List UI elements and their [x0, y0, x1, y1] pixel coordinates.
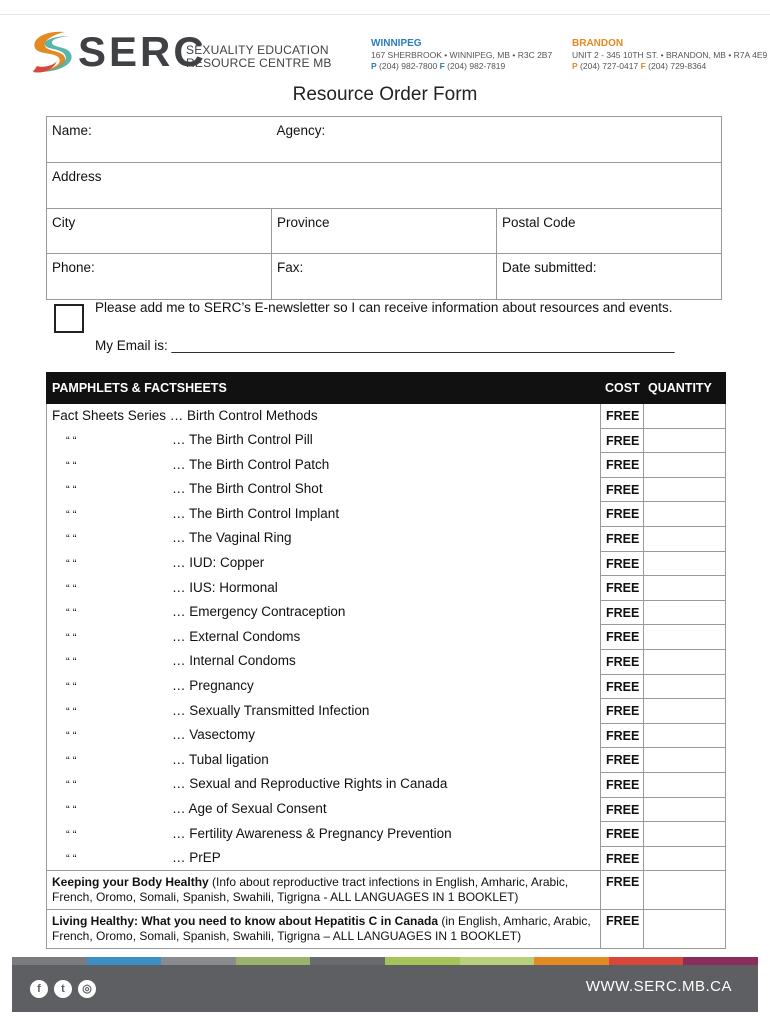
- quantity-input[interactable]: [644, 822, 726, 847]
- address-field[interactable]: Address: [47, 163, 722, 209]
- winnipeg-phone: (204) 982-7800: [379, 61, 438, 71]
- cost-value: FREE: [601, 822, 644, 847]
- table-row: [47, 526, 726, 551]
- table-row: [47, 871, 726, 910]
- resource-table: [46, 372, 726, 949]
- item-title: … The Birth Control Shot: [172, 481, 323, 497]
- item-label: [47, 428, 601, 453]
- item-title: … IUD: Copper: [172, 555, 265, 571]
- item-title: … The Birth Control Pill: [172, 432, 313, 448]
- item-label: [47, 649, 601, 674]
- item-title: … PrEP: [172, 850, 221, 866]
- brandon-phone-label: P: [572, 61, 578, 71]
- winnipeg-contact: [371, 61, 552, 72]
- province-field[interactable]: Province: [272, 209, 497, 254]
- quantity-input[interactable]: [644, 797, 726, 822]
- item-label: Fact Sheets Series … Birth Control Methods: [47, 404, 601, 429]
- table-row: [47, 576, 726, 601]
- item-label: [47, 846, 601, 871]
- ditto-mark: “ “: [66, 804, 77, 816]
- quantity-input[interactable]: [644, 551, 726, 576]
- quantity-input[interactable]: [644, 699, 726, 724]
- winnipeg-office: [371, 38, 552, 72]
- item-label: [47, 502, 601, 527]
- ditto-mark: “ “: [66, 656, 77, 669]
- item-label: [47, 477, 601, 502]
- cost-value: FREE: [601, 748, 644, 773]
- top-divider: [0, 14, 770, 15]
- ditto-mark: “ “: [66, 607, 77, 620]
- quantity-input[interactable]: [644, 871, 726, 910]
- item-label: [47, 674, 601, 699]
- brandon-city: BRANDON: [572, 38, 624, 49]
- item-label: [47, 625, 601, 650]
- cost-value: FREE: [601, 871, 644, 910]
- item-label: [47, 526, 601, 551]
- item-title-bold: Living Healthy: What you need to know about Hepatitis C in Canada: [52, 914, 439, 929]
- quantity-input[interactable]: [644, 477, 726, 502]
- table-row: [47, 822, 726, 847]
- instagram-icon[interactable]: ◎: [78, 980, 96, 998]
- newsletter-checkbox[interactable]: [54, 304, 84, 333]
- brandon-office: [572, 38, 767, 72]
- newsletter-text: Please add me to SERC’s E-newsletter so I can receive information about resources and events.: [95, 300, 673, 315]
- facebook-icon[interactable]: f: [30, 980, 48, 998]
- brandon-contact: [572, 61, 767, 72]
- footer-color-stripe: [12, 957, 758, 965]
- date-submitted-field[interactable]: Date submitted:: [497, 254, 722, 300]
- cost-value: FREE: [601, 576, 644, 601]
- item-description: (in English, Amharic, Arabic, French, Oromo, Somali, Spanish, Swahili, Tigrigna – ALL LANGUAGES IN 1 BOOKLET): [52, 914, 591, 944]
- quantity-input[interactable]: [644, 674, 726, 699]
- table-row: [47, 404, 726, 429]
- item-label: [47, 797, 601, 822]
- ditto-mark: “ “: [66, 459, 77, 472]
- quantity-input[interactable]: [644, 502, 726, 527]
- item-label: [47, 600, 601, 625]
- cost-value: FREE: [601, 910, 644, 949]
- cost-value: FREE: [601, 551, 644, 576]
- winnipeg-city: WINNIPEG: [371, 38, 422, 49]
- quantity-input[interactable]: [644, 453, 726, 478]
- header-quantity: QUANTITY: [644, 373, 726, 404]
- item-title: … Vasectomy: [172, 727, 256, 743]
- postal-code-field[interactable]: Postal Code: [497, 209, 722, 254]
- item-title: … The Birth Control Implant: [172, 505, 340, 521]
- ditto-mark: “ “: [66, 828, 77, 841]
- item-label: [47, 910, 601, 949]
- ditto-mark: “ “: [66, 705, 77, 718]
- phone-field[interactable]: Phone:: [47, 254, 272, 300]
- item-title: … Tubal ligation: [172, 751, 269, 767]
- ditto-mark: “ “: [66, 779, 77, 792]
- cost-value: FREE: [601, 428, 644, 453]
- item-title: … Sexually Transmitted Infection: [172, 702, 370, 718]
- city-field[interactable]: City: [47, 209, 272, 254]
- item-title: … IUS: Hormonal: [172, 579, 278, 595]
- ditto-mark: “ “: [66, 435, 77, 448]
- cost-value: FREE: [601, 699, 644, 724]
- table-row: [47, 453, 726, 478]
- quantity-input[interactable]: [644, 600, 726, 625]
- item-title: … The Vaginal Ring: [172, 530, 292, 546]
- table-row: [47, 723, 726, 748]
- item-label: [47, 576, 601, 601]
- table-row: [47, 625, 726, 650]
- agency-field[interactable]: Agency:: [272, 117, 722, 163]
- item-label: [47, 699, 601, 724]
- ditto-mark: “ “: [66, 754, 77, 767]
- cost-value: FREE: [601, 453, 644, 478]
- item-title: … Sexual and Reproductive Rights in Canada: [172, 776, 448, 792]
- table-row: [47, 502, 726, 527]
- fax-field[interactable]: Fax:: [272, 254, 497, 300]
- website-link[interactable]: WWW.SERC.MB.CA: [585, 978, 732, 995]
- logo-subtitle: [186, 44, 332, 70]
- quantity-input[interactable]: [644, 910, 726, 949]
- item-description: (Info about reproductive tract infections in English, Amharic, Arabic, French, Oromo, Somali, Spanish, Swahili, Tigrigna - ALL LANGUAGES IN 1 BOOKLET): [52, 875, 569, 905]
- item-label: [47, 772, 601, 797]
- email-field[interactable]: My Email is: ___________________________________________________________________: [95, 338, 675, 353]
- cost-value: FREE: [601, 846, 644, 871]
- ditto-mark: “ “: [66, 508, 77, 521]
- cost-value: FREE: [601, 600, 644, 625]
- quantity-input[interactable]: [644, 723, 726, 748]
- cost-value: FREE: [601, 477, 644, 502]
- item-title: … Fertility Awareness & Pregnancy Prevention: [172, 825, 452, 841]
- quantity-input[interactable]: [644, 576, 726, 601]
- quantity-input[interactable]: [644, 428, 726, 453]
- serc-logo-icon: [25, 28, 80, 76]
- quantity-input[interactable]: [644, 649, 726, 674]
- cost-value: FREE: [601, 404, 644, 429]
- ditto-mark: “ “: [66, 730, 77, 743]
- table-row: [47, 477, 726, 502]
- brandon-fax: (204) 729-8364: [648, 61, 707, 71]
- ditto-mark: “ “: [66, 558, 77, 571]
- ditto-mark: “ “: [66, 631, 77, 644]
- brandon-fax-label: F: [640, 61, 646, 71]
- cost-value: FREE: [601, 649, 644, 674]
- table-row: [47, 428, 726, 453]
- cost-value: FREE: [601, 502, 644, 527]
- item-title: … The Birth Control Patch: [172, 456, 330, 472]
- ditto-mark: “ “: [66, 853, 77, 866]
- item-title: … Pregnancy: [172, 678, 254, 694]
- table-row: [47, 797, 726, 822]
- winnipeg-address: 167 SHERBROOK • WINNIPEG, MB • R3C 2B7: [371, 50, 553, 60]
- cost-value: FREE: [601, 797, 644, 822]
- quantity-input[interactable]: [644, 404, 726, 429]
- winnipeg-fax: (204) 982-7819: [447, 61, 506, 71]
- item-title: … External Condoms: [172, 628, 301, 644]
- cost-value: FREE: [601, 723, 644, 748]
- item-label: [47, 551, 601, 576]
- name-field[interactable]: Name:: [47, 117, 272, 163]
- table-row: [47, 910, 726, 949]
- cost-value: FREE: [601, 772, 644, 797]
- quantity-input[interactable]: [644, 625, 726, 650]
- item-label: [47, 453, 601, 478]
- ditto-mark: “ “: [66, 582, 77, 595]
- item-title: … Age of Sexual Consent: [172, 801, 327, 816]
- cost-value: FREE: [601, 674, 644, 699]
- ditto-mark: “ “: [66, 533, 77, 546]
- cost-value: FREE: [601, 526, 644, 551]
- header-cost: COST: [601, 373, 644, 404]
- item-title: … Internal Condoms: [172, 653, 296, 669]
- item-title: … Emergency Contraception: [172, 604, 346, 620]
- item-label: [47, 723, 601, 748]
- ditto-mark: “ “: [66, 681, 77, 694]
- quantity-input[interactable]: [644, 846, 726, 871]
- item-title-bold: Keeping your Body Healthy: [52, 875, 209, 890]
- table-row: [47, 551, 726, 576]
- table-row: [47, 699, 726, 724]
- ditto-mark: “ “: [66, 484, 77, 497]
- logo-subtitle-line1: SEXUALITY EDUCATION: [186, 43, 329, 57]
- logo-wordmark: SERC: [78, 28, 207, 75]
- table-row: [47, 600, 726, 625]
- page-title: Resource Order Form: [292, 84, 478, 105]
- contact-info-grid: [46, 116, 722, 300]
- table-row: [47, 846, 726, 871]
- logo-subtitle-line2: RESOURCE CENTRE MB: [186, 56, 332, 70]
- quantity-input[interactable]: [644, 748, 726, 773]
- item-label: [47, 822, 601, 847]
- cost-value: FREE: [601, 625, 644, 650]
- item-label: [47, 748, 601, 773]
- table-row: [47, 772, 726, 797]
- table-row: [47, 748, 726, 773]
- brandon-address: UNIT 2 - 345 10TH ST. • BRANDON, MB • R7A 4E9: [572, 50, 768, 60]
- quantity-input[interactable]: [644, 526, 726, 551]
- table-row: [47, 674, 726, 699]
- header-pamphlets: PAMPHLETS & FACTSHEETS: [47, 373, 601, 404]
- twitter-icon[interactable]: t: [54, 980, 72, 998]
- table-row: [47, 649, 726, 674]
- item-label: [47, 871, 601, 910]
- winnipeg-fax-label: F: [439, 61, 445, 71]
- winnipeg-phone-label: P: [371, 61, 377, 71]
- brandon-phone: (204) 727-0417: [580, 61, 639, 71]
- quantity-input[interactable]: [644, 772, 726, 797]
